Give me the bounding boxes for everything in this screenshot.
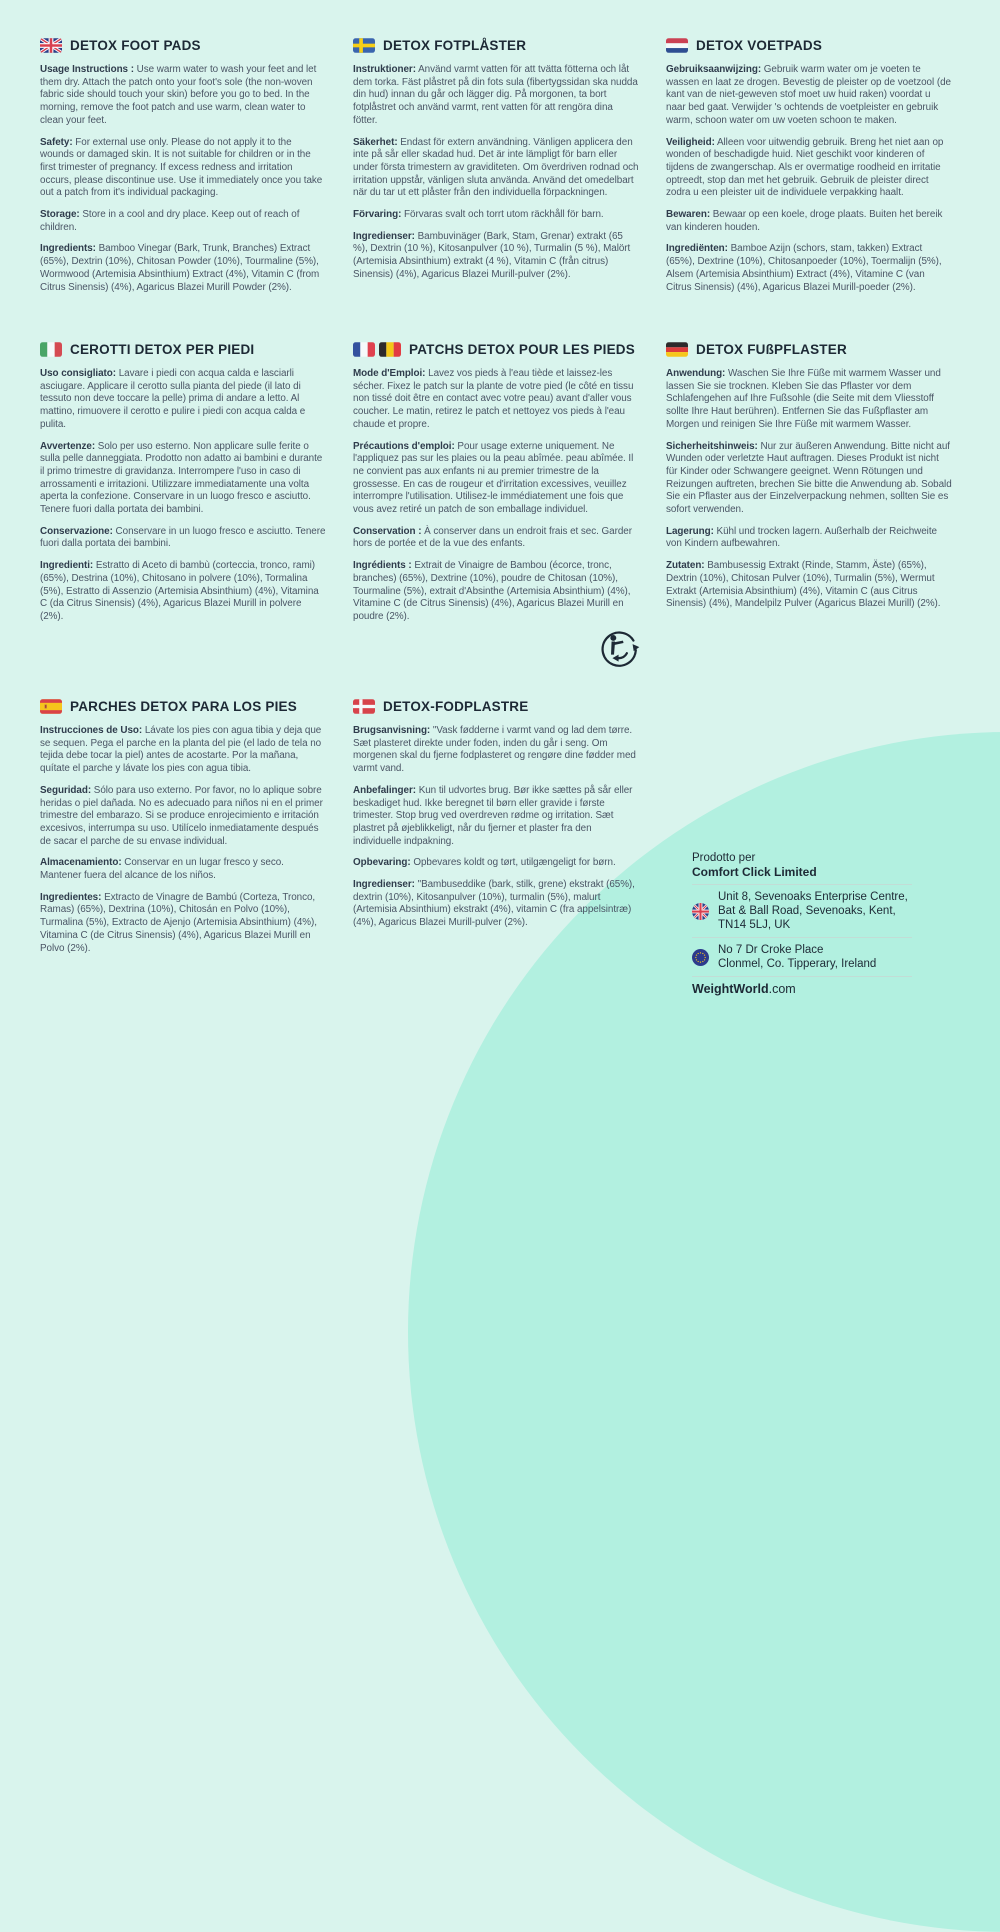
de-flag-icon	[666, 342, 688, 357]
paragraph-ingredients	[353, 231, 639, 282]
section-body	[40, 368, 326, 624]
section-title: PARCHES DETOX PARA LOS PIES	[70, 699, 297, 714]
paragraph-text: For external use only. Please do not apply it to the wounds or damaged skin. It is not suitable for children or in the first trimester of pregnancy. If excess redness and irritation occurs, please discontinue use. Use it immediately once you take out a patch from it's individual packaging.	[40, 136, 323, 199]
section-body	[666, 368, 952, 611]
paragraph-text: Lávate los pies con agua tibia y deja que se sequen. Pega el parche en la planta del pie (el lado de tela no tejida debe tocar la piel) antes de acostarte. Por la mañana, quítate el parche y lávate los pies con agua tibia.	[40, 725, 322, 775]
uk-address	[718, 890, 908, 932]
section-se	[353, 38, 639, 342]
paragraph-text: Alleen voor uitwendig gebruik. Breng het niet aan op wonden of beschadigde huid. Niet geschikt voor kinderen of tijdens de zwangerschap. Als er overmatige roodheid en irritatie optreedt, stop dan met het gebruik. Gebruik de pleister direct zodra u een pleister uit de individuele verpakking haalt.	[666, 136, 944, 199]
paragraph-storage	[353, 526, 639, 551]
paragraph-usage	[666, 64, 952, 128]
section-title: DETOX FOTPLÅSTER	[383, 38, 527, 53]
paragraph-ingredients	[40, 243, 326, 294]
paragraph-storage	[666, 209, 952, 234]
flag-wrap	[40, 38, 62, 53]
paragraph-label: Ingrédients :	[353, 560, 412, 572]
section-nl	[666, 38, 952, 342]
paragraph-safety	[353, 137, 639, 201]
paragraph-text: Använd varmt vatten för att tvätta fötterna och låt dem torka. Fäst plåstret på din fots sula (fibertygssidan ska nudda din hud) innan du går och lägger dig. På morgonen, ta bort fotplåstret och använd varmt, rent vatten för att rengöra dina fötter.	[353, 64, 638, 126]
section-header	[40, 699, 326, 714]
paragraph-label: Säkerhet:	[353, 136, 398, 148]
ie-address	[718, 943, 876, 971]
section-title: DETOX FUßPFLASTER	[696, 342, 847, 357]
paragraph-storage	[40, 209, 326, 234]
paragraph-text: Extrait de Vinaigre de Bambou (écorce, tronc, branches) (65%), Dextrine (10%), poudre de Chitosan (10%), Tourmaline (5%), extrait d'Absinthe (Artemisia Absinthium) (4%), Vitamine C (de Citrus Sinensis) (4%), Agaricus Blazei Murill en poudre (2%).	[353, 560, 631, 622]
paragraph-storage	[353, 209, 639, 222]
paragraph-text: Pour usage externe uniquement. Ne l'appliquez pas sur les plaies ou la peau abîmée. peau abîmée. Il ne convient pas aux enfants ni au premier trimestre de la grossesse. En cas de rougeur et d'irritation excessives, veuillez interrompre l'utilisation. Utilisez-le immédiatement une fois que vous avez retiré un patch de son emballage individuel.	[353, 440, 634, 516]
paragraph-text: Opbevares koldt og tørt, utilgængeligt for børn.	[413, 857, 616, 869]
brand-tld: .com	[768, 982, 796, 996]
gb-flag-icon	[40, 38, 62, 53]
paragraph-storage	[353, 857, 639, 870]
paragraph-label: Seguridad:	[40, 784, 92, 796]
uk-roundel-flag-icon	[692, 903, 709, 920]
paragraph-storage	[40, 857, 326, 882]
produced-for-label: Prodotto per	[692, 852, 756, 864]
paragraph-label: Ingrediënten:	[666, 243, 728, 255]
paragraph-text: "Vask fødderne i varmt vand og lad dem tørre. Sæt plasteret direkte under foden, inden du går i seng. Om morgenen skal du fjerne fodplasteret og rengøre dine fødder med varmt vand.	[353, 725, 636, 775]
fr-flag-icon	[353, 342, 375, 357]
flag-wrap	[40, 699, 62, 714]
paragraph-label: Veiligheid:	[666, 136, 715, 148]
paragraph-safety	[353, 785, 639, 849]
paragraph-label: Förvaring:	[353, 209, 402, 221]
paragraph-text: Förvaras svalt och torrt utom räckhåll för barn.	[404, 209, 604, 221]
paragraph-label: Lagerung:	[666, 525, 714, 537]
paragraph-usage	[353, 368, 639, 432]
paragraph-text: Bamboe Azijn (schors, stam, takken) Extract (65%), Dextrine (10%), Chitosanpoeder (10%), Toermalijn (5%), Alsem (Artemisia Absinthium) Extract (4%), Vitamine C (van Citrus Sinensis) (4%), Agaricus Blazei Murill-poeder (2%).	[666, 243, 942, 293]
paragraph-text: Bambuvinäger (Bark, Stam, Grenar) extrakt (65 %), Dextrin (10 %), Kitosanpulver (10 %), Turmalin (5 %), Malört (Artemisia Absinthium) extrakt (4 %), Vitamin C (från citrus) Sinensis) (4%), Agaricus Blazei Murill-pulver (2%).	[353, 230, 631, 280]
section-body	[666, 64, 952, 294]
paragraph-ingredients	[666, 560, 952, 611]
uk-address-line3: TN14 5LJ, UK	[718, 919, 791, 931]
paragraph-safety	[40, 441, 326, 517]
nl-flag-icon	[666, 38, 688, 53]
paragraph-label: Storage:	[40, 209, 80, 221]
uk-address-line2: Bat & Ball Road, Sevenoaks, Kent,	[718, 905, 896, 917]
paragraph-label: Conservation :	[353, 525, 422, 537]
divider	[692, 976, 912, 977]
paragraph-label: Almacenamiento:	[40, 857, 122, 869]
paragraph-usage	[353, 64, 639, 128]
paragraph-text: Bewaar op een koele, droge plaats. Buiten het bereik van kinderen houden.	[666, 209, 943, 233]
paragraph-safety	[40, 785, 326, 849]
paragraph-text: Bambusessig Extrakt (Rinde, Stamm, Äste) (65%), Dextrin (10%), Chitosan Pulver (10%), Turmalin (5%), Wermut Extrakt (Artemisia Absinthium) (4%), Vitamin C (aus Citrus Sinensis) (4%), Mandelpilz Pulver (Agaricus Blazei Murill) (2%).	[666, 560, 941, 610]
section-header	[353, 38, 639, 53]
section-title: CEROTTI DETOX PER PIEDI	[70, 342, 255, 357]
section-header	[666, 38, 952, 53]
se-flag-icon	[353, 38, 375, 53]
section-title: DETOX-FODPLASTRE	[383, 699, 529, 714]
paragraph-storage	[666, 526, 952, 551]
paragraph-label: Avvertenze:	[40, 440, 96, 452]
paragraph-usage	[40, 368, 326, 432]
paragraph-label: Zutaten:	[666, 560, 705, 572]
paragraph-text: Endast för extern användning. Vänligen applicera den inte på sår eller skadad hud. Det är inte lämpligt för barn eller under första trimestern av graviditeten. Om överdriven rodnad och irritation uppstår, vänligen sluta använda. Använd det omedelbart när du tar ut ett plåster från den individuella förpackningen.	[353, 136, 639, 199]
paragraph-safety	[666, 441, 952, 517]
flag-wrap	[40, 342, 62, 357]
paragraph-ingredients	[40, 560, 326, 624]
paragraph-label: Précautions d'emploi:	[353, 440, 455, 452]
section-title: DETOX VOETPADS	[696, 38, 823, 53]
paragraph-label: Anbefalinger:	[353, 784, 416, 796]
paragraph-safety	[666, 137, 952, 201]
section-header	[40, 38, 326, 53]
paragraph-label: Ingredienser:	[353, 879, 415, 891]
section-header	[353, 342, 639, 357]
section-header	[666, 342, 952, 357]
paragraph-ingredients	[353, 879, 639, 930]
paragraph-label: Usage Instructions :	[40, 64, 134, 75]
ie-address-line1: No 7 Dr Croke Place	[718, 944, 824, 956]
paragraph-label: Bewaren:	[666, 209, 711, 221]
uk-address-line1: Unit 8, Sevenoaks Enterprise Centre,	[718, 891, 908, 903]
paragraph-text: Gebruik warm water om je voeten te wassen en laat ze drogen. Bevestig de pleister op de voetzool (de kant van de niet-geweven stof moet uw huid raken) voordat u naar bed gaat. Verwijder 's ochtends de voetpleister en gebruik warm, schoon water om uw voeten schoon te maken.	[666, 64, 951, 126]
section-it	[40, 342, 326, 699]
section-title: DETOX FOOT PADS	[70, 38, 201, 53]
paragraph-label: Instruktioner:	[353, 64, 416, 75]
section-body	[353, 368, 639, 624]
section-header	[40, 342, 326, 357]
company-name: Comfort Click Limited	[692, 865, 817, 879]
paragraph-label: Mode d'Emploi:	[353, 368, 426, 379]
paragraph-usage	[353, 725, 639, 776]
paragraph-safety	[40, 137, 326, 201]
paragraph-label: Gebruiksaanwijzing:	[666, 64, 762, 75]
brand-wordmark	[692, 982, 912, 996]
paragraph-storage	[40, 526, 326, 551]
section-body	[40, 725, 326, 955]
section-header	[353, 699, 639, 714]
paragraph-label: Instrucciones de Uso:	[40, 725, 143, 736]
paragraph-text: Lavare i piedi con acqua calda e lasciarli asciugare. Applicare il cerotto sulla pianta del piede (il lato di tessuto non deve toccare la pelle) prima di andare a letto. Al mattino, rimuovere il cerotto e pulire i piedi con acqua calda e pulita.	[40, 368, 306, 430]
paragraph-text: Use warm water to wash your feet and let them dry. Attach the patch onto your foot's sole (the non-woven fabric side should touch your skin) before you go to bed. In the morning, remove the foot patch and use warm, clean water to clean your feet.	[40, 64, 317, 126]
paragraph-label: Anwendung:	[666, 368, 726, 379]
section-es	[40, 699, 326, 964]
be-flag-icon	[379, 342, 401, 357]
paragraph-ingredients	[353, 560, 639, 624]
eu-roundel-flag-icon	[692, 949, 709, 966]
section-body	[353, 725, 639, 930]
paragraph-text: Estratto di Aceto di bambù (corteccia, tronco, rami) (65%), Destrina (10%), Chitosano in polvere (10%), Tormalina (5%), Estratto di Assenzio (Artemisia Absinthium) (4%), Vitamina C (da Citrus Sinensis) (4%), Agaricus Blazei Murill in polvere (2%).	[40, 560, 319, 622]
paragraph-label: Ingredienti:	[40, 560, 94, 572]
flag-wrap	[353, 699, 375, 714]
paragraph-label: Sicherheitshinweis:	[666, 440, 758, 452]
section-en	[40, 38, 326, 342]
ie-address-row	[692, 943, 912, 971]
paragraph-text: Conservar en un lugar fresco y seco. Mantener fuera del alcance de los niños.	[40, 857, 284, 882]
section-body	[40, 64, 326, 294]
paragraph-text: "Bambuseddike (bark, stilk, grene) ekstrakt (65%), dextrin (10%), Kitosanpulver (10%), turmalin (5%), malurt (Artemisia Absinthium) ekstrakt (4%), vitamin C (fra appelsintræ) (4%), Agaricus Blazei Murill-pulver (2%).	[353, 879, 635, 929]
flag-wrap	[353, 38, 375, 53]
paragraph-text: Waschen Sie Ihre Füße mit warmem Wasser und lassen Sie sie trocknen. Kleben Sie das Pflaster vor dem Schlafengehen auf Ihre Fußsohle (die Seite mit dem Vliesstoff sollte Ihre Haut berühren). Entfernen Sie das Fußpflaster am Morgen und reinigen Sie Ihre Füße mit warmem Wasser.	[666, 368, 941, 430]
paragraph-text: À conserver dans un endroit frais et sec. Garder hors de portée et de la vue des enfants.	[353, 525, 632, 550]
paragraph-label: Safety:	[40, 136, 73, 148]
paragraph-label: Conservazione:	[40, 525, 113, 537]
divider	[692, 937, 912, 938]
manufacturer-footer	[692, 851, 912, 996]
paragraph-safety	[353, 441, 639, 517]
divider	[692, 884, 912, 885]
paragraph-text: Kun til udvortes brug. Bør ikke sættes på sår eller beskadiget hud. Ikke beregnet til børn eller gravide i første trimester. Stop brug ved overdreven rødme og irritation. Sæt plastret på øjeblikkeligt, når du fjerner et plaster fra den individuelle indpakning.	[353, 784, 633, 847]
paragraph-text: Nur zur äußeren Anwendung. Bitte nicht auf Wunden oder verletzte Haut auftragen. Dieses Produkt ist nicht für Kinder oder Schwangere geeignet. Wenn Rötungen und Reizungen auftreten, brechen Sie bitte die Anwendung ab. Sobald Sie ein Pflaster aus der Einzelverpackung nehmen, sollten Sie es sofort verwenden.	[666, 440, 952, 516]
paragraph-text: Solo per uso esterno. Non applicare sulle ferite o sulla pelle danneggiata. Prodotto non adatto ai bambini e durante il primo trimestre di gravidanza. Interrompere l'uso in caso di arrossamenti e irritazioni. Utilizzare immediatamente una volta aperta la confezione. Conservare in un luogo fresco e asciutto. Tenere fuori dalla portata dei bambini.	[40, 440, 323, 516]
paragraph-text: Bamboo Vinegar (Bark, Trunk, Branches) Extract (65%), Dextrin (10%), Chitosan Powder (10%), Tourmaline (5%), Wormwood (Artemisia Absinthium) Extract (4%), Vitamin C (from Citrus Sinensis) (4%), Agaricus Blazei Murill Powder (2%).	[40, 243, 320, 293]
paragraph-label: Ingredients:	[40, 243, 96, 255]
paragraph-text: Kühl und trocken lagern. Außerhalb der Reichweite von Kindern aufbewahren.	[666, 525, 937, 550]
paragraph-label: Ingredientes:	[40, 891, 102, 903]
flag-wrap	[353, 342, 401, 357]
brand-name: WeightWorld	[692, 982, 769, 996]
paragraph-label: Ingredienser:	[353, 230, 415, 242]
triman-recycle-icon	[598, 627, 640, 669]
paragraph-label: Opbevaring:	[353, 857, 411, 869]
paragraph-text: Conservare in un luogo fresco e asciutto. Tenere fuori dalla portata dei bambini.	[40, 525, 326, 550]
paragraph-label: Brugsanvisning:	[353, 725, 431, 736]
flag-wrap	[666, 38, 688, 53]
ie-address-line2: Clonmel, Co. Tipperary, Ireland	[718, 958, 877, 970]
dk-flag-icon	[353, 699, 375, 714]
section-fr	[353, 342, 639, 699]
section-de	[666, 342, 952, 699]
sections-grid	[40, 38, 952, 964]
paragraph-label: Uso consigliato:	[40, 368, 117, 379]
es-flag-icon	[40, 699, 62, 714]
paragraph-usage	[40, 64, 326, 128]
uk-address-row	[692, 890, 912, 932]
it-flag-icon	[40, 342, 62, 357]
paragraph-text: Lavez vos pieds à l'eau tiède et laissez-les sécher. Fixez le patch sur la plante de votre pied (le côté en tissu non tissé doit être en contact avec votre peau) avant d'aller vous coucher. Le matin, retirez le patch et nettoyez vos pieds à l'eau chaude et propre.	[353, 368, 634, 430]
paragraph-usage	[666, 368, 952, 432]
paragraph-ingredients	[666, 243, 952, 294]
section-title: PATCHS DETOX POUR LES PIEDS	[409, 342, 635, 357]
paragraph-ingredients	[40, 892, 326, 956]
paragraph-text: Sólo para uso externo. Por favor, no lo aplique sobre heridas o piel dañada. No es adecuado para niños ni en el primer trimestre del embarazo. Si se produce enrojecimiento e irritación excesivos, interrumpa su uso. Utilícelo inmediatamente después de sacar el parche de su envase individual.	[40, 784, 323, 847]
flag-wrap	[666, 342, 688, 357]
paragraph-usage	[40, 725, 326, 776]
paragraph-text: Extracto de Vinagre de Bambú (Corteza, Tronco, Ramas) (65%), Dextrina (10%), Chitosán en Polvo (10%), Turmalina (5%), Extracto de Ajenjo (Artemisia Absinthium) (4%), Vitamina C (de Citrus Sinensis) (4%), Agaricus Blazei Murill en Polvo (2%).	[40, 891, 317, 954]
section-body	[353, 64, 639, 282]
section-dk	[353, 699, 639, 964]
paragraph-text: Store in a cool and dry place. Keep out of reach of children.	[40, 209, 300, 233]
